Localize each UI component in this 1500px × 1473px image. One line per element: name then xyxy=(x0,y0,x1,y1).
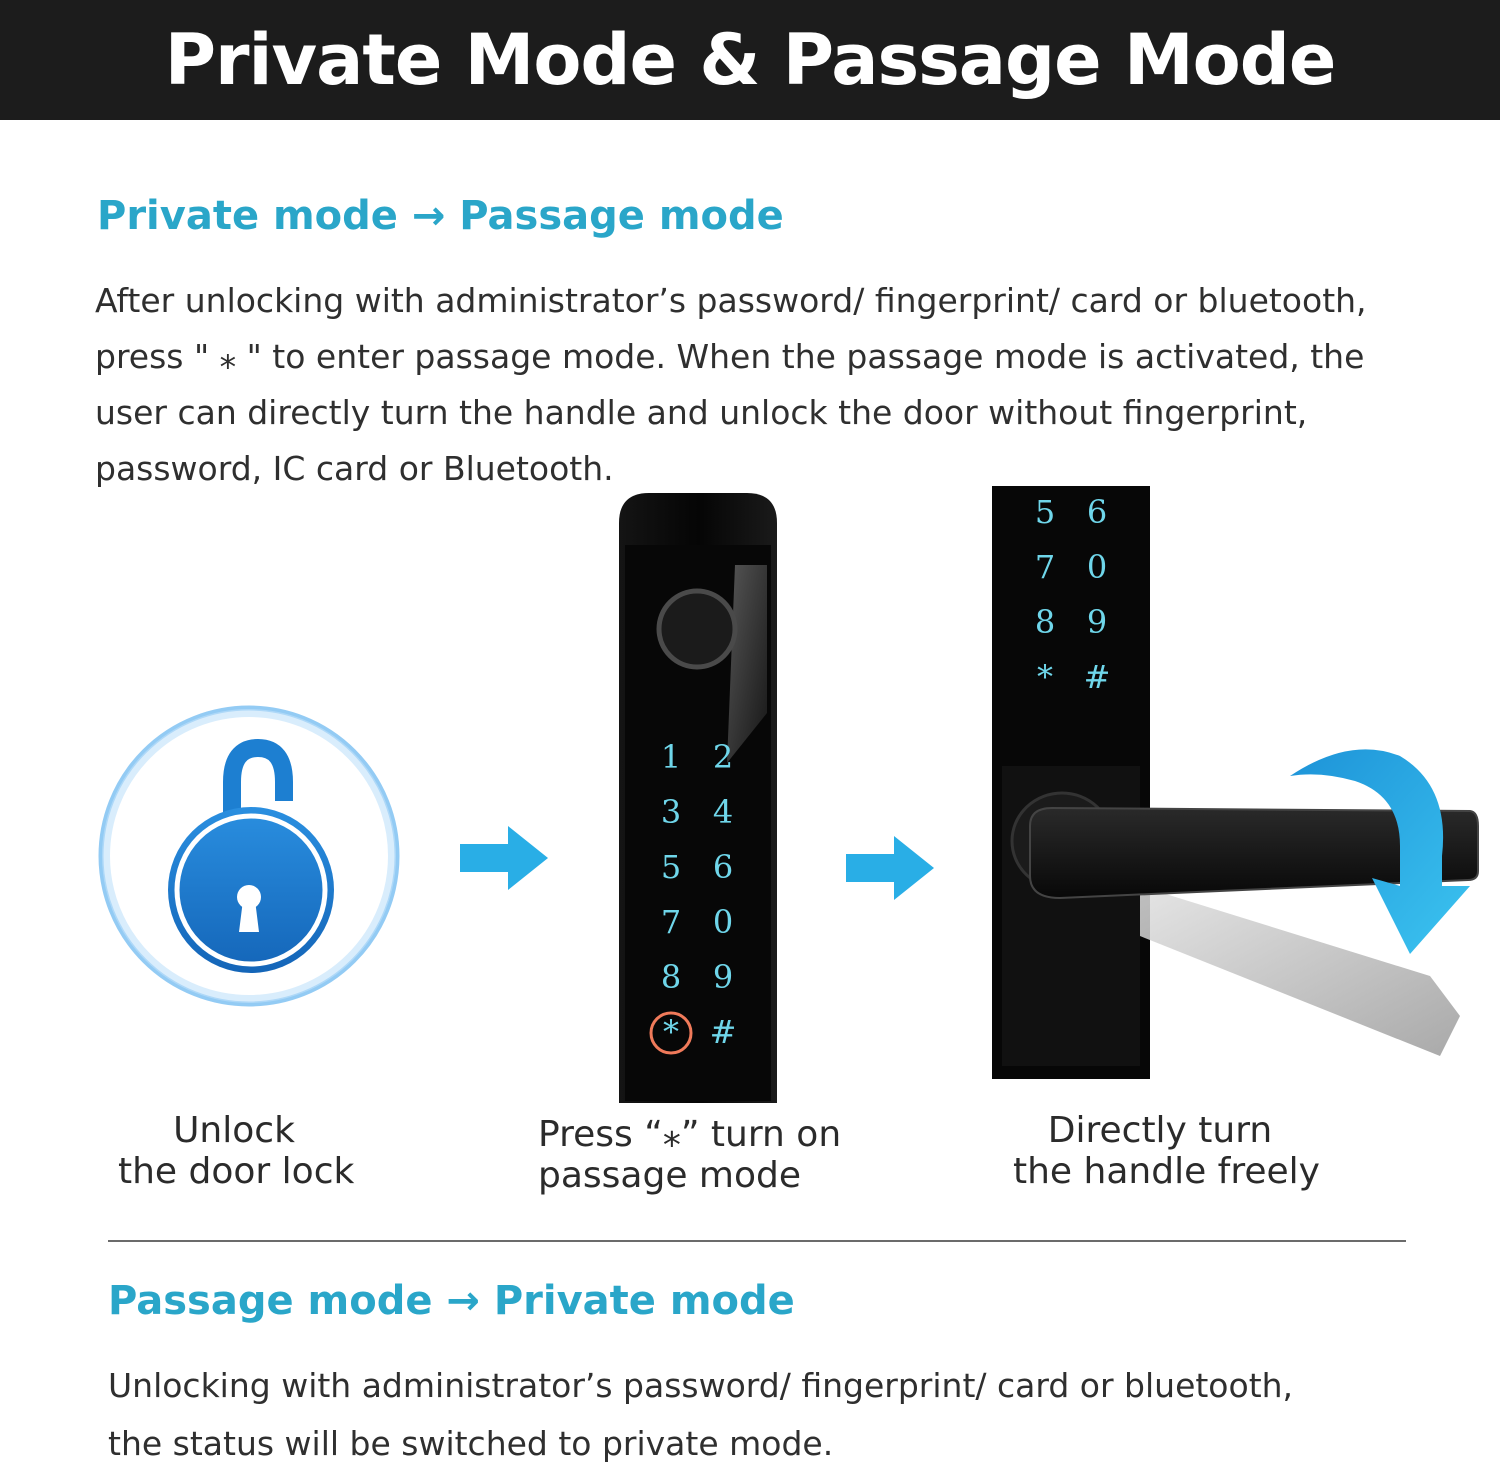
keypad-key-9: 9 xyxy=(712,958,734,996)
right-arrow-icon xyxy=(460,826,550,890)
keypad-key-6: 6 xyxy=(712,848,734,886)
keypad-key-9: 9 xyxy=(1086,603,1108,641)
caption-line: Directly turn xyxy=(1047,1110,1273,1151)
keypad-key-7: 7 xyxy=(1034,548,1056,586)
keypad-key-5: 5 xyxy=(660,848,682,886)
paragraph-line: Unlocking with administrator’s password/ fingerprint/ card or bluetooth, xyxy=(108,1366,1294,1405)
keypad-key-2: 2 xyxy=(712,738,734,776)
keypad-key-0: 0 xyxy=(712,903,734,941)
section-heading-private-to-passage: Private mode → Passage mode xyxy=(97,193,784,239)
step-caption-unlock xyxy=(118,1110,355,1192)
section-heading-passage-to-private: Passage mode → Private mode xyxy=(108,1278,795,1324)
paragraph-line: password, IC card or Bluetooth. xyxy=(95,449,614,488)
caption-line: Unlock xyxy=(173,1110,295,1151)
paragraph-line: press " ⁎ " to enter passage mode. When the passage mode is activated, the xyxy=(95,337,1365,376)
caption-line: the handle freely xyxy=(1013,1151,1320,1192)
keypad-key-1: 1 xyxy=(660,738,682,776)
caption-line: passage mode xyxy=(538,1155,802,1196)
keypad-key-5: 5 xyxy=(1034,493,1056,531)
paragraph-line: user can directly turn the handle and unlock the door without fingerprint, xyxy=(95,393,1308,432)
keypad-key-star: * xyxy=(1037,658,1053,696)
step-caption-turn-handle xyxy=(1013,1110,1320,1192)
lock-keypad-panel xyxy=(617,493,779,1103)
fingerprint-sensor xyxy=(659,591,735,667)
keypad-key-6: 6 xyxy=(1086,493,1108,531)
section-paragraph-passage-to-private xyxy=(108,1357,1438,1473)
keypad-key-0: 0 xyxy=(1086,548,1108,586)
lock-handle-illustration xyxy=(990,486,1485,1081)
section-divider xyxy=(108,1240,1406,1242)
keypad-key-star: * xyxy=(663,1013,679,1051)
keypad-key-3: 3 xyxy=(660,793,682,831)
unlocked-padlock-icon xyxy=(96,700,412,1016)
keypad-key-8: 8 xyxy=(660,958,682,996)
keypad-key-8: 8 xyxy=(1034,603,1056,641)
paragraph-line: the status will be switched to private mode. xyxy=(108,1424,834,1463)
paragraph-line: After unlocking with administrator’s password/ fingerprint/ card or bluetooth, xyxy=(95,281,1367,320)
caption-line: Press “⁎” turn on xyxy=(538,1114,842,1155)
title-banner xyxy=(0,0,1500,120)
keypad-key-7: 7 xyxy=(660,903,682,941)
keypad-key-4: 4 xyxy=(712,793,734,831)
keypad-key-hash: # xyxy=(709,1013,737,1051)
caption-line: the door lock xyxy=(118,1151,355,1192)
page-title: Private Mode & Passage Mode xyxy=(164,19,1336,101)
section-paragraph-private-to-passage xyxy=(95,273,1425,497)
keypad-key-hash: # xyxy=(1083,658,1111,696)
right-arrow-icon xyxy=(846,836,936,900)
step-caption-press-star xyxy=(538,1114,841,1196)
